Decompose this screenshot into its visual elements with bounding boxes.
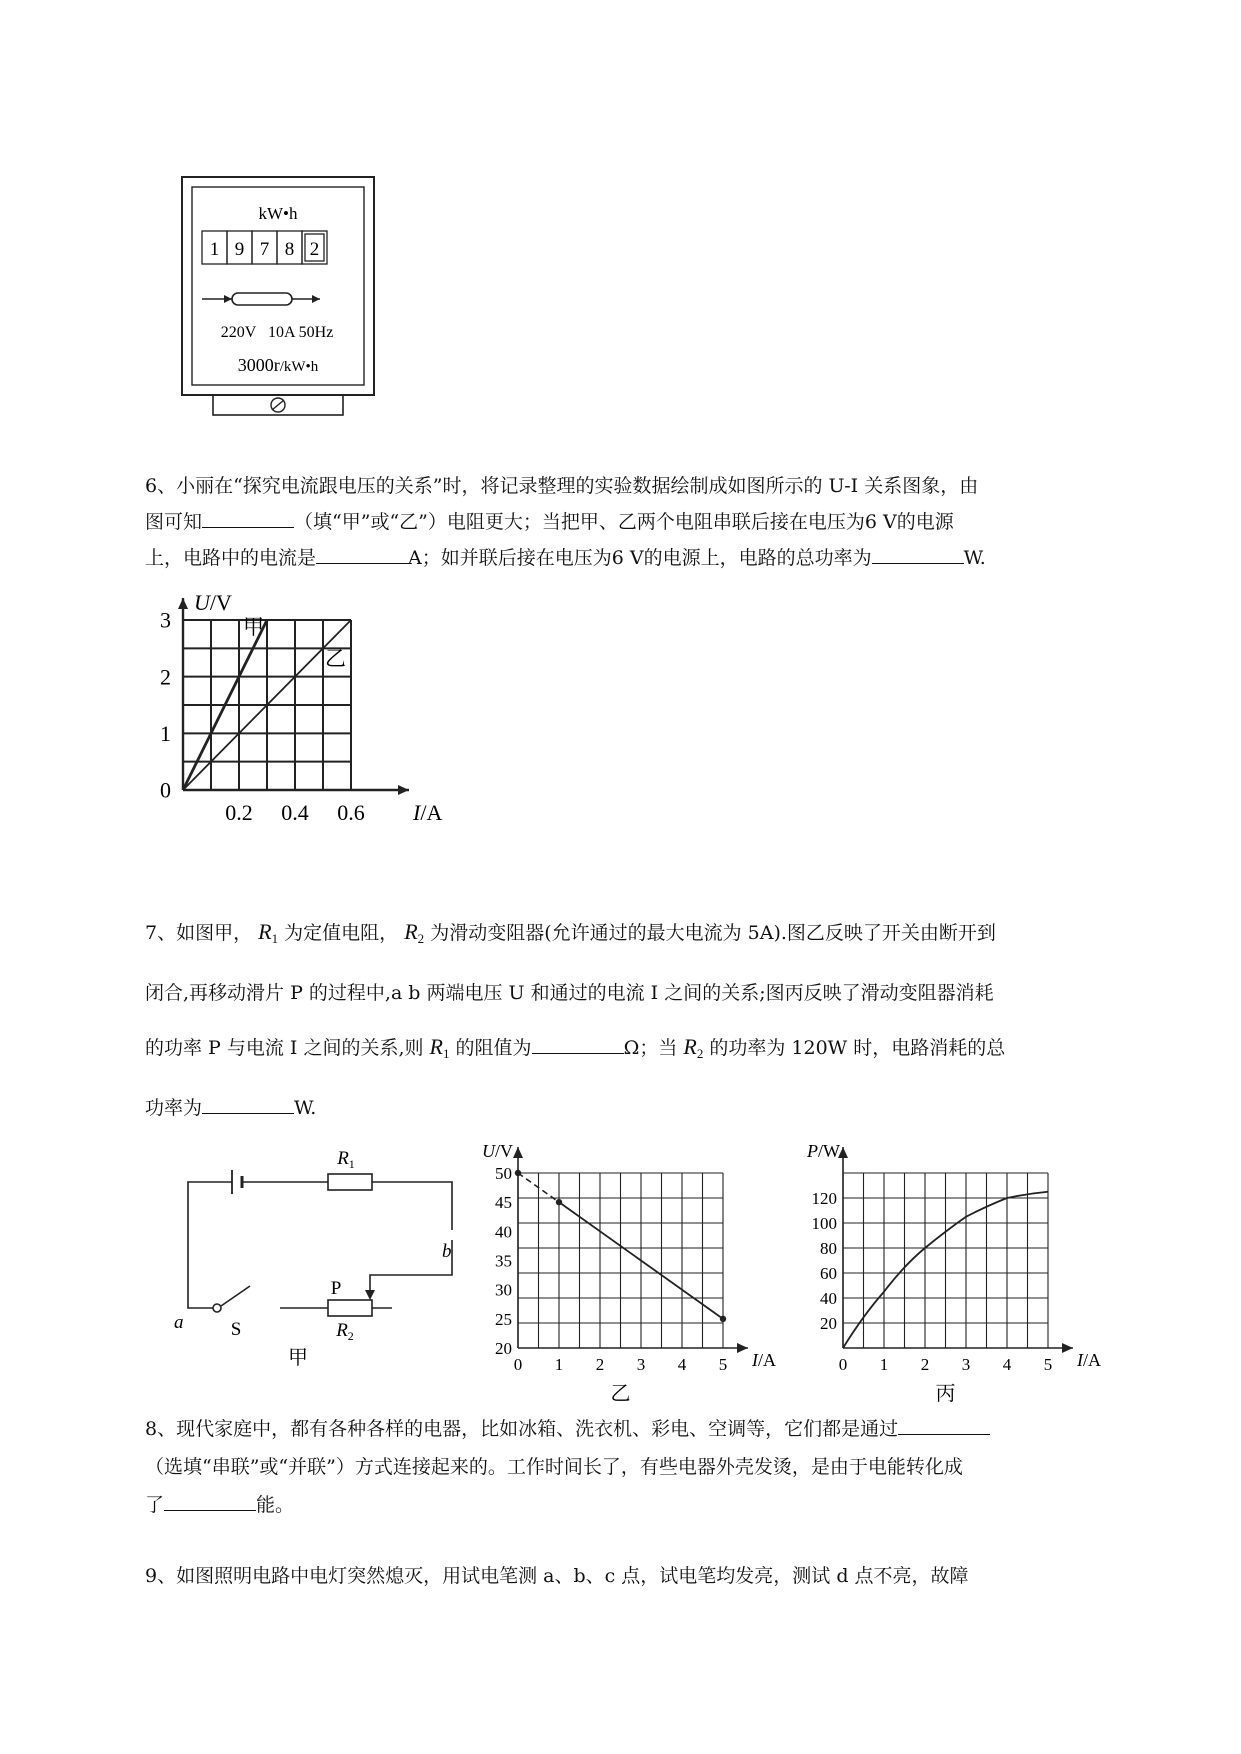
data-point [515,1170,521,1176]
q7-answer-blank-1[interactable] [532,1033,624,1054]
x-tick-label: 0.4 [281,800,309,825]
x-tick-label: 3 [636,1355,646,1374]
slider-arrow-icon [365,1290,375,1300]
q8-line-2: （选填“串联”或“并联”）方式连接起来的。工作时间长了，有些电器外壳发烫，是由于电能转化成 [145,1456,963,1478]
y-tick-label: 35 [495,1251,512,1271]
q6-ui-chart [150,590,480,875]
x-axis-arrow-icon [1062,1343,1073,1353]
x-tick-label: 4 [677,1355,687,1374]
y-axis-unit: /W [818,1141,840,1161]
y-axis-unit: /V [209,590,232,615]
y-tick-label: 50 [495,1163,512,1183]
chart-caption: 丙 [935,1381,956,1405]
meter-digit: 8 [284,239,295,260]
q6-line-2: 图可知 （填“甲”或“乙”）电阻更大；当把甲、乙两个电阻串联后接在电压为6 V的电源 [145,504,1155,540]
y-tick-label: 80 [820,1238,837,1258]
question-9 [145,1558,1155,1594]
meter-digit-row [202,231,327,264]
q8-line-3: 了 能。 [145,1486,1155,1524]
rheostat-r2-icon [328,1300,372,1316]
x-axis-label [1076,1350,1101,1370]
q8-answer-blank-1[interactable] [898,1414,990,1435]
q6-answer-blank-2[interactable] [316,543,408,564]
meter-rotor-icon [202,293,320,305]
q7-pi-chart [800,1135,1130,1405]
y-tick-label: 45 [495,1193,512,1213]
y-axis-arrow-icon [513,1147,523,1158]
q7-ui-chart [475,1135,795,1405]
x-axis-label [412,800,442,825]
x-axis-arrow-icon [737,1343,748,1353]
series-yi-label: 乙 [325,646,346,671]
x-axis-var: I [752,1350,758,1370]
question-6 [145,468,1155,576]
x-axis-var: I [413,800,421,825]
circuit-wires [188,1182,452,1308]
x-tick-label: 1 [879,1355,889,1374]
y-axis-var: P [807,1141,818,1161]
x-tick-label: 2 [920,1355,930,1374]
x-tick-label: 3 [961,1355,971,1374]
x-tick-label: 2 [595,1355,605,1374]
meter-digit: 7 [259,239,270,260]
q7-line-2: 闭合,再移动滑片 P 的过程中,a b 两端电压 U 和通过的电流 I 之间的关系;图丙反映了滑动变阻器消耗 [145,982,994,1004]
y-axis-unit: /V [495,1141,513,1161]
q6-answer-blank-1[interactable] [202,507,294,528]
battery-icon [232,1170,242,1194]
question-8 [145,1410,1155,1524]
q7-circuit-diagram [170,1140,470,1370]
q8-line-1: 8、现代家庭中，都有各种各样的电器，比如冰箱、洗衣机、彩电、空调等，它们都是通过 [145,1410,1155,1448]
x-axis-var: I [1077,1350,1083,1370]
y-tick-label: 60 [820,1263,837,1283]
meter-constant-text: 3000r/kW•h [237,355,319,375]
data-point [720,1316,726,1322]
y-tick-label: 40 [820,1288,837,1308]
y-axis-label [194,590,232,615]
q6-line-1: 6、小丽在“探究电流跟电压的关系”时，将记录整理的实验数据绘制成如图所示的 U-I 关系图象，由 [145,475,979,497]
x-axis-label [751,1350,776,1370]
y-tick-label: 100 [811,1213,837,1233]
resistor-r1-icon [328,1174,372,1190]
meter-rating-text: 220V 10A 50Hz [220,324,334,341]
y-axis-var: U [482,1141,495,1161]
meter-unit-label: kW•h [258,204,298,223]
x-tick-label: 0 [513,1355,523,1374]
series-jia-label: 甲 [243,615,264,640]
switch-label: S [230,1319,242,1340]
y-axis-arrow-icon [178,598,188,609]
x-tick-label: 0.6 [337,800,365,825]
q7-line-1: 7、如图甲， $R_1$ 为定值电阻， $R_2$ 为滑动变阻器(允许通过的最大电流为 5A).图乙反映了开关由断开到 [145,919,996,946]
y-tick-label: 0 [160,777,171,803]
electricity-meter-figure [180,175,380,420]
meter-digit: 2 [309,239,320,260]
circuit-caption: 甲 [288,1345,308,1369]
y-tick-label: 20 [495,1338,512,1358]
x-tick-label: 5 [1043,1355,1053,1374]
question-7 [145,905,1155,1135]
y-tick-label: 25 [495,1309,512,1329]
y-axis-label [806,1141,840,1161]
node-a-label: a [174,1312,184,1333]
q7-line-4: 功率为 W. [145,1081,1155,1135]
r1-label: $R_1$ [337,1148,355,1171]
meter-digit: 1 [209,239,220,260]
meter-digit: 9 [234,239,245,260]
y-tick-label: 1 [160,721,171,747]
x-tick-label: 1 [554,1355,564,1374]
chart-caption: 乙 [610,1381,631,1405]
y-tick-label: 40 [495,1222,512,1242]
x-tick-label: 5 [718,1355,728,1374]
meter-screw-slot [272,400,284,410]
y-axis-var: U [194,590,210,615]
x-tick-label: 4 [1002,1355,1012,1374]
x-axis-arrow-icon [398,785,409,795]
node-b-label: b [442,1241,452,1262]
x-axis-unit: /A [420,800,443,825]
q7-line-3: 的功率 P 与电流 I 之间的关系,则 $R_1$ 的阻值为 Ω；当 $R_2$ 的功率为 120W 时，电路消耗的总 [145,1034,1006,1061]
x-axis-unit: /A [1083,1350,1101,1370]
y-tick-label: 20 [820,1313,837,1333]
q8-answer-blank-2[interactable] [164,1490,256,1511]
q6-line-3: 上，电路中的电流是 A；如并联后接在电压为6 V的电源上，电路的总功率为 W. [145,540,1155,576]
y-tick-label: 3 [160,607,171,633]
y-axis-label [482,1141,513,1161]
x-tick-label: 0 [838,1355,848,1374]
slider-label: P [330,1278,342,1299]
y-tick-label: 120 [811,1188,837,1208]
q6-answer-blank-3[interactable] [872,543,964,564]
y-tick-label: 2 [160,664,171,690]
data-point [556,1199,562,1205]
y-tick-label: 30 [495,1280,512,1300]
x-axis-unit: /A [758,1350,776,1370]
r2-label: $R_2$ [336,1320,354,1343]
q7-answer-blank-2[interactable] [202,1093,294,1114]
x-tick-label: 0.2 [225,800,253,825]
q9-line-1: 9、如图照明电路中电灯突然熄灭，用试电笔测 a、b、c 点，试电笔均发亮，测试 d 点不亮，故障 [145,1565,969,1587]
switch-icon [213,1286,250,1312]
